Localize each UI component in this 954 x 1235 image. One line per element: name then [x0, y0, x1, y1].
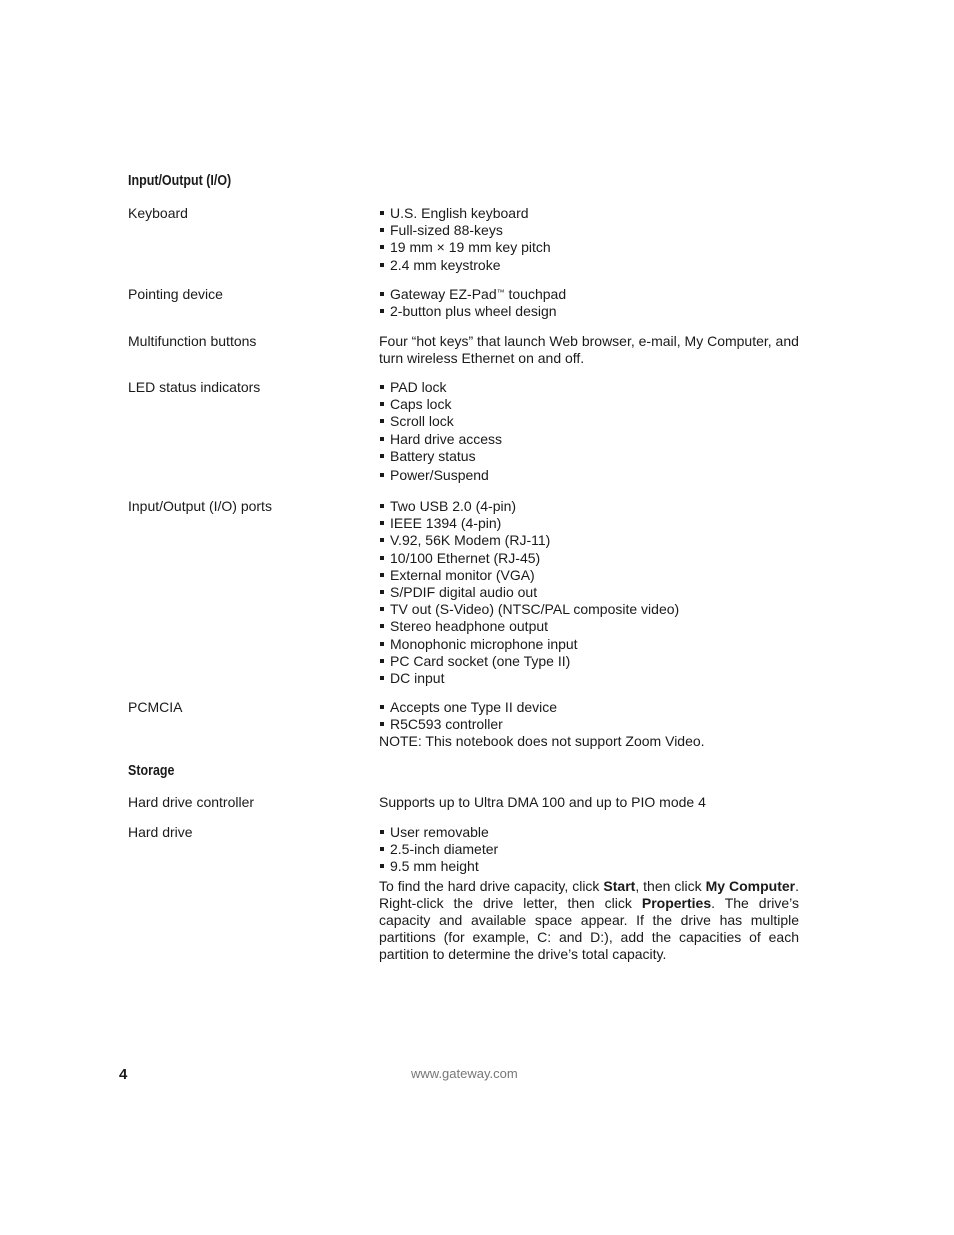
my-computer-term: My Computer	[705, 877, 796, 894]
spec-label: LED status indicators	[128, 379, 261, 395]
list-item: Full-sized 88-keys	[379, 222, 799, 239]
list-item: R5C593 controller	[379, 716, 799, 733]
list-item: S/PDIF digital audio out	[379, 584, 799, 601]
footer-url: www.gateway.com	[411, 1066, 518, 1081]
spec-label: Keyboard	[128, 205, 188, 221]
list-item: Stereo headphone output	[379, 618, 799, 635]
start-term: Start	[603, 877, 636, 894]
paragraph-text: To find the hard drive capacity, click	[379, 877, 604, 894]
touchpad-suffix: touchpad	[504, 286, 567, 302]
spec-text: Four “hot keys” that launch Web browser, e-mail, My Computer, and turn wireless Ethernet on and off.	[379, 333, 799, 367]
spec-label: Hard drive controller	[128, 794, 255, 810]
spec-value	[379, 699, 799, 751]
spec-label: Hard drive	[128, 824, 193, 840]
list-item: User removable	[379, 824, 799, 841]
list-item: Hard drive access	[379, 431, 799, 448]
list-item: Power/Suspend	[379, 467, 799, 484]
pointing-list	[379, 286, 799, 320]
list-item: Battery status	[379, 448, 799, 465]
ports-list	[379, 498, 799, 687]
list-item: PC Card socket (one Type II)	[379, 653, 799, 670]
list-item: Caps lock	[379, 396, 799, 413]
list-item: Scroll lock	[379, 413, 799, 430]
spec-value	[379, 794, 799, 811]
spec-label: Pointing device	[128, 286, 223, 302]
led-list	[379, 379, 799, 484]
spec-value	[379, 379, 799, 484]
spec-value	[379, 205, 799, 274]
spec-label: PCMCIA	[128, 699, 183, 715]
list-item: 10/100 Ethernet (RJ-45)	[379, 550, 799, 567]
list-item: 2.5-inch diameter	[379, 841, 799, 858]
spec-value	[379, 286, 799, 320]
list-item: Monophonic microphone input	[379, 636, 799, 653]
keyboard-list	[379, 205, 799, 274]
section-title-storage: Storage	[128, 763, 175, 779]
spec-label: Multifunction buttons	[128, 333, 257, 349]
section-title-io: Input/Output (I/O)	[128, 173, 232, 189]
list-item: 19 mm × 19 mm key pitch	[379, 239, 799, 256]
list-item	[379, 286, 799, 303]
page-number: 4	[119, 1066, 128, 1083]
list-item: IEEE 1394 (4-pin)	[379, 515, 799, 532]
hard-drive-capacity-paragraph	[379, 878, 799, 964]
list-item: Two USB 2.0 (4-pin)	[379, 498, 799, 515]
hard-drive-list	[379, 824, 799, 876]
list-item: Accepts one Type II device	[379, 699, 799, 716]
trademark-symbol: ™	[496, 288, 505, 297]
paragraph-text: . Right-click the drive letter, then click	[379, 877, 800, 911]
list-item: V.92, 56K Modem (RJ-11)	[379, 532, 799, 549]
touchpad-name: Gateway EZ-Pad	[390, 286, 497, 302]
list-item: TV out (S-Video) (NTSC/PAL composite video)	[379, 601, 799, 618]
paragraph-text: , then click	[635, 877, 706, 894]
spec-label: Input/Output (I/O) ports	[128, 498, 272, 514]
list-item: U.S. English keyboard	[379, 205, 799, 222]
paragraph-text: . The drive’s capacity and available space appear. If the drive has multiple partitions (for example, C: and D:), add the capacities of each partition to determine the drive’s total capacity.	[379, 894, 799, 963]
list-item: 9.5 mm height	[379, 858, 799, 875]
spec-text: Supports up to Ultra DMA 100 and up to PIO mode 4	[379, 794, 706, 810]
pcmcia-note: NOTE: This notebook does not support Zoom Video.	[379, 733, 705, 750]
list-item: External monitor (VGA)	[379, 567, 799, 584]
spec-value	[379, 824, 799, 964]
list-item: PAD lock	[379, 379, 799, 396]
list-item: 2.4 mm keystroke	[379, 257, 799, 274]
pcmcia-list	[379, 699, 799, 733]
list-item: 2-button plus wheel design	[379, 303, 799, 320]
spec-value	[379, 498, 799, 687]
properties-term: Properties	[641, 894, 712, 911]
list-item: DC input	[379, 670, 799, 687]
spec-value	[379, 333, 799, 367]
